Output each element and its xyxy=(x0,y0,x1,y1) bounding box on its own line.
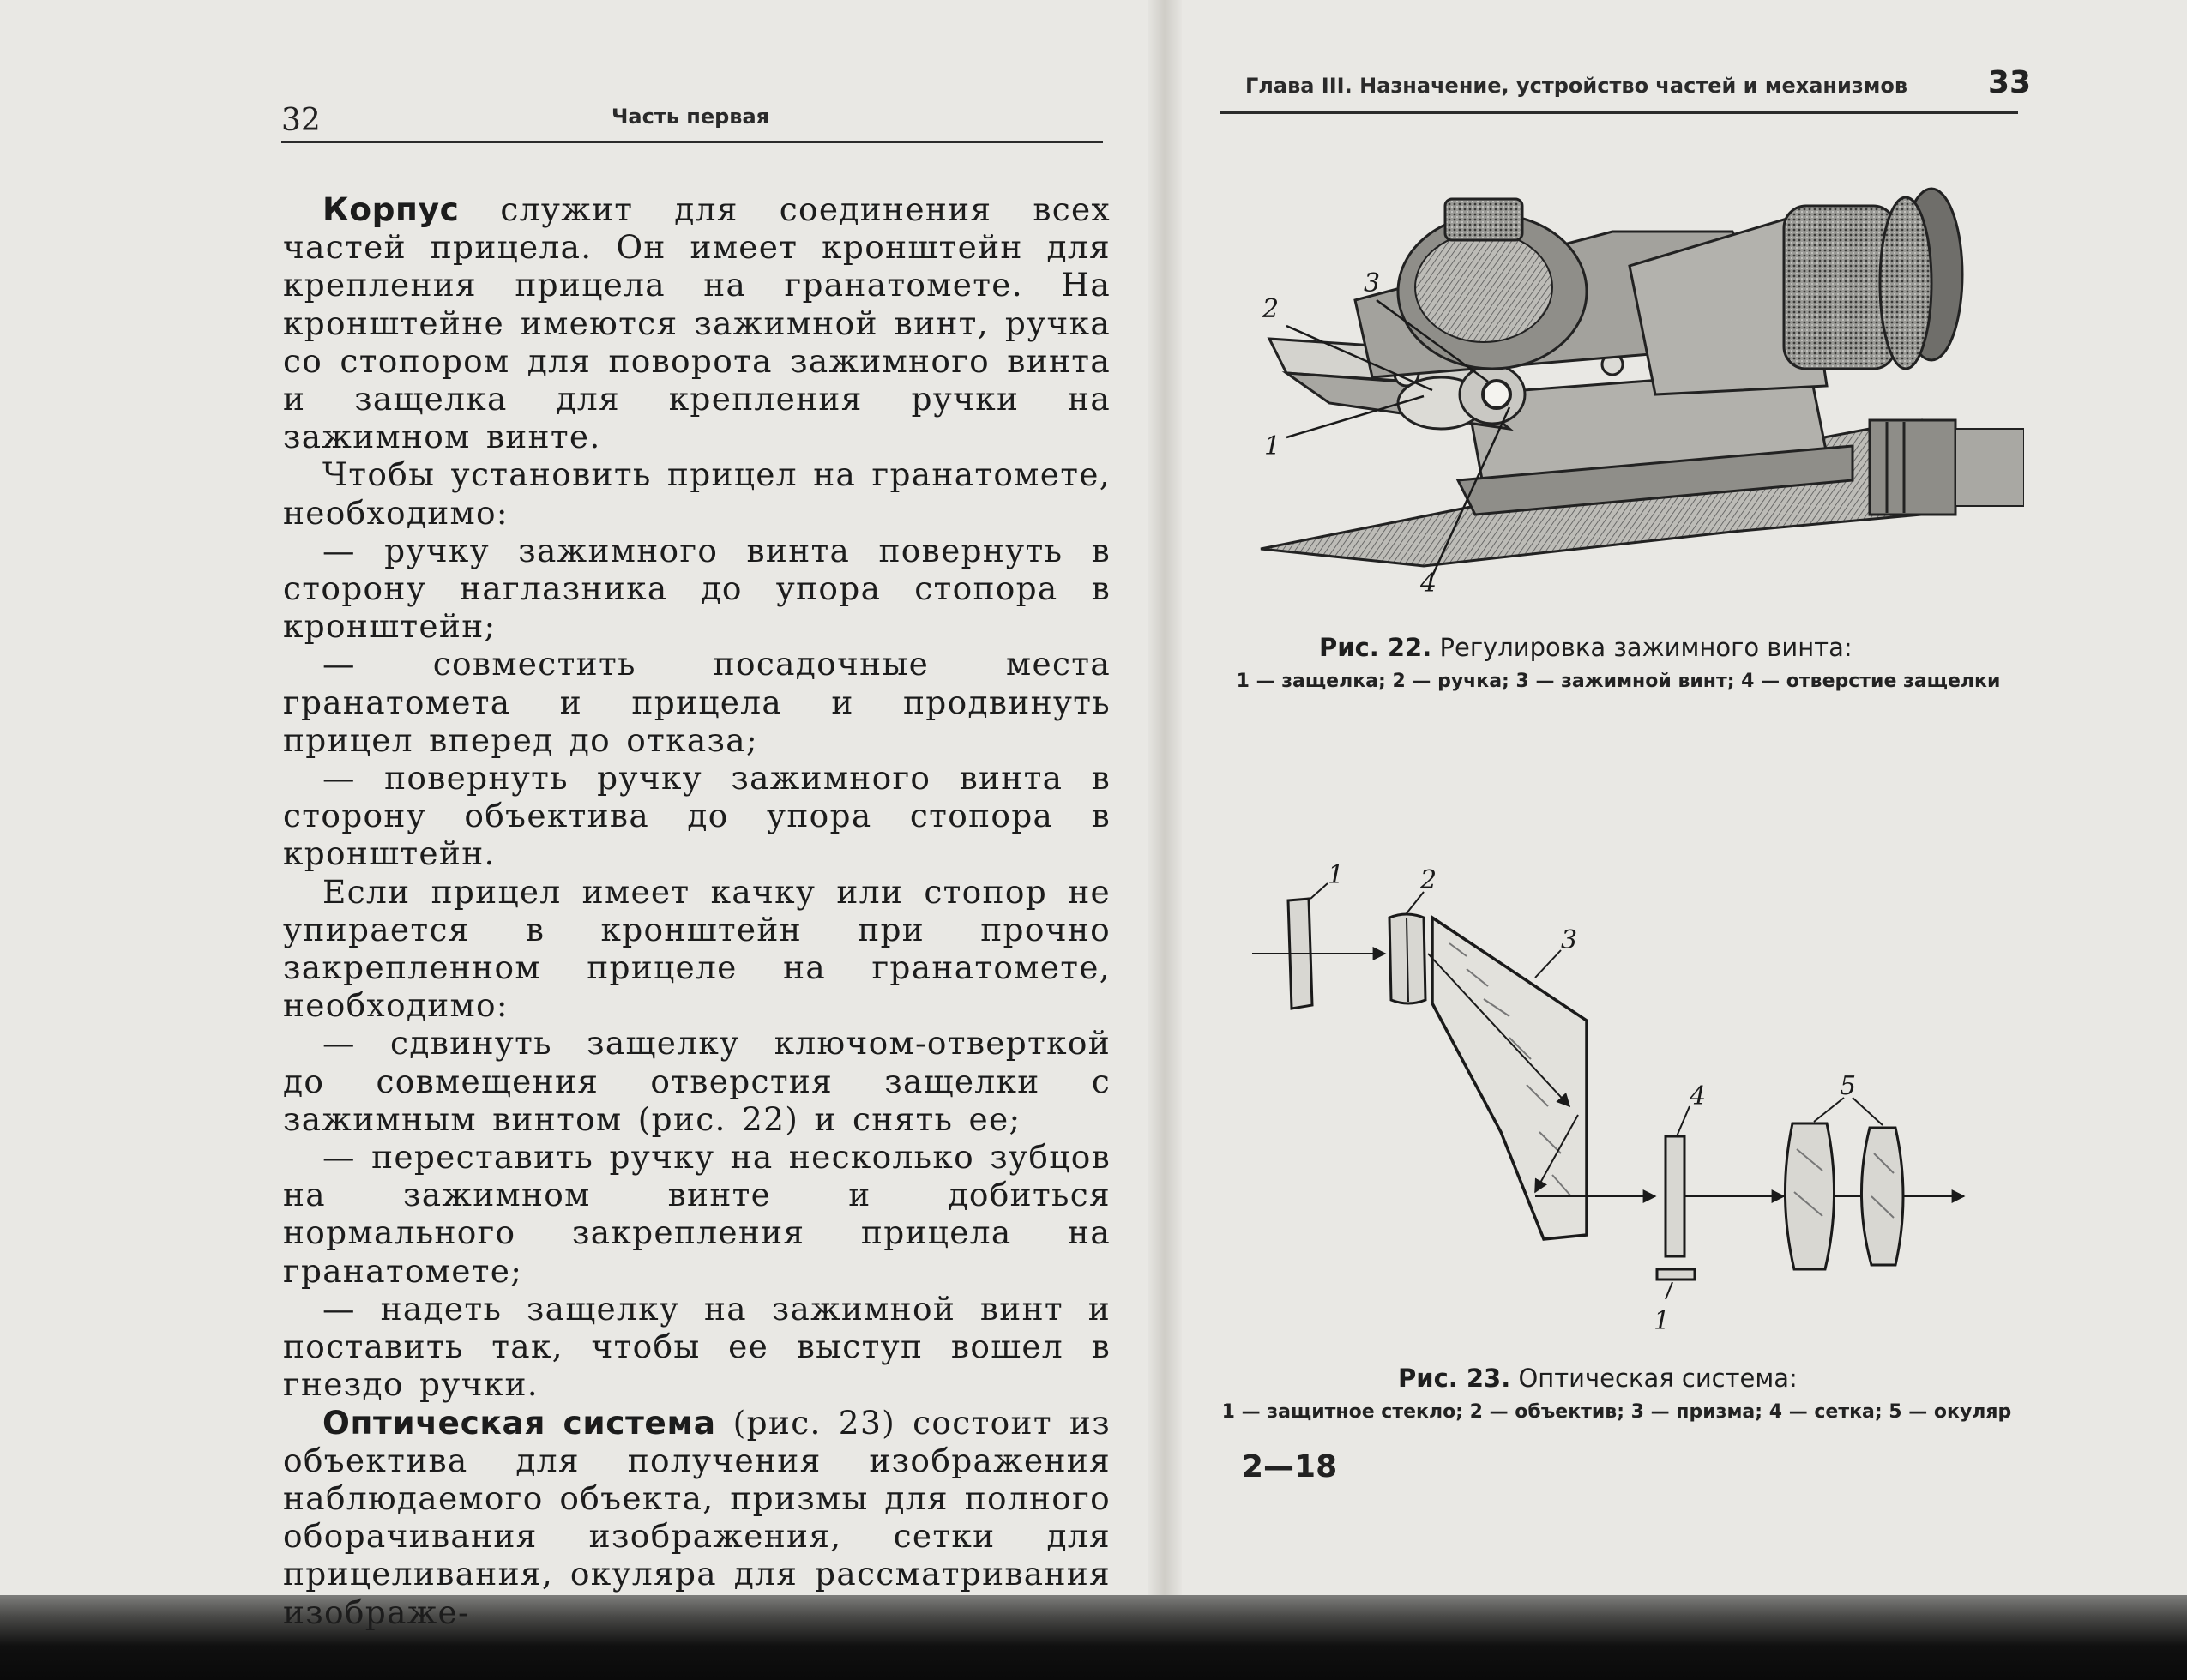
figure-22-number: Рис. 22. xyxy=(1319,633,1432,662)
fig22-label-2: 2 xyxy=(1262,294,1280,324)
list-item: — совместить посадочные места гранатомета и прицела и продвинуть прицел вперед до отказа; xyxy=(283,645,1111,759)
fig23-label-3: 3 xyxy=(1561,925,1578,955)
figure-22-drawing xyxy=(1252,172,2024,600)
paragraph-text: (рис. 23) состоит из объектива для получения изображения наблюдаемого объекта, призмы для полного оборачивания изображения, сетки для прицеливания, окуляра для рассматривания изображе- xyxy=(283,1403,1111,1631)
figure-23-drawing xyxy=(1252,849,2007,1346)
left-body-text xyxy=(283,190,1111,1631)
fig22-label-4: 4 xyxy=(1420,569,1437,599)
fig22-label-1: 1 xyxy=(1264,431,1281,461)
list-item: — надеть защелку на зажимной винт и поставить так, чтобы ее выступ вошел в гнездо ручки. xyxy=(283,1289,1111,1404)
fig22-label-3: 3 xyxy=(1364,268,1381,298)
fig23-label-1-bottom: 1 xyxy=(1654,1306,1671,1336)
paragraph-adjust-intro: Если прицел имеет качку или стопор не упирается в кронштейн при прочно закрепленном прицеле на гранатомете, необходимо: xyxy=(283,872,1111,1025)
figure-23-title xyxy=(1398,1364,1798,1393)
list-item: — ручку зажимного винта повернуть в сторону наглазника до упора стопора в кронштейн; xyxy=(283,531,1111,646)
paragraph-text: служит для соединения всех частей прицела. Он имеет кронштейн для крепления прицела на гранатомете. На кронштейне имеются зажимной винт, ручка со стопором для поворота зажимного винта и защелка для крепления ручки на зажимном винте. xyxy=(283,190,1111,456)
book-spine xyxy=(1148,0,1182,1612)
left-page-number: 32 xyxy=(281,103,321,138)
list-item: — сдвинуть защелку ключом-отверткой до совмещения отверстия защелки с зажимным винтом (рис. 22) и снять ее; xyxy=(283,1024,1111,1138)
figure-23-legend: 1 — защитное стекло; 2 — объектив; 3 — призма; 4 — сетка; 5 — окуляр xyxy=(1221,1401,2012,1423)
fig23-label-4: 4 xyxy=(1690,1081,1707,1111)
figure-23-number: Рис. 23. xyxy=(1398,1364,1511,1393)
right-running-head: Глава III. Назначение, устройство частей и механизмов xyxy=(1245,74,1908,98)
list-item: — повернуть ручку зажимного винта в сторону объектива до упора стопора в кронштейн. xyxy=(283,759,1111,873)
fig23-label-1-top: 1 xyxy=(1328,860,1345,890)
fig23-label-5: 5 xyxy=(1840,1071,1857,1101)
right-page-number: 33 xyxy=(1988,65,2032,100)
list-item: — переставить ручку на несколько зубцов на зажимном винте и добиться нормального закрепления прицела на гранатомете; xyxy=(283,1138,1111,1290)
left-running-head: Часть первая xyxy=(612,105,770,129)
paragraph-optics xyxy=(283,1404,1111,1631)
paragraph-corpus xyxy=(283,190,1111,455)
paragraph-install-intro: Чтобы установить прицел на гранатомете, необходимо: xyxy=(283,455,1111,532)
paragraph-lead: Оптическая система xyxy=(322,1403,716,1442)
figure-23-title-text: Оптическая система: xyxy=(1510,1364,1798,1393)
fig23-label-2: 2 xyxy=(1420,865,1437,895)
right-header-rule xyxy=(1220,111,2018,114)
paragraph-lead: Корпус xyxy=(322,190,460,228)
printer-signature: 2—18 xyxy=(1242,1449,1338,1484)
figure-22-title-text: Регулировка зажимного винта: xyxy=(1431,633,1853,662)
left-header-rule xyxy=(281,141,1103,143)
figure-22-title xyxy=(1319,633,1853,662)
figure-22-legend: 1 — защелка; 2 — ручка; 3 — зажимной винт; 4 — отверстие защелки xyxy=(1236,671,2001,692)
